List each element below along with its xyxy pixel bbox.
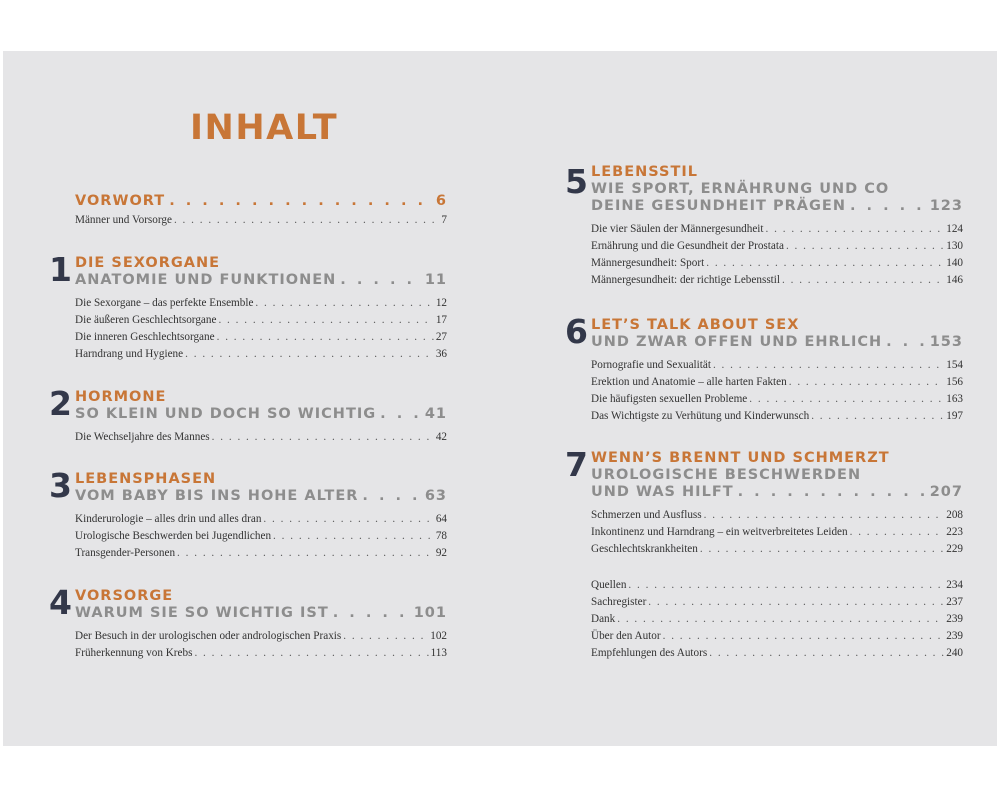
- dot-leader: [706, 255, 944, 272]
- dot-leader: [663, 628, 945, 645]
- dot-leader: [766, 221, 945, 238]
- toc-entry[interactable]: [75, 545, 447, 562]
- toc-entry[interactable]: [591, 374, 963, 391]
- entry-page: 27: [435, 331, 447, 343]
- entry-page: 92: [435, 547, 447, 559]
- dot-leader: [194, 645, 428, 662]
- entry-page: 154: [946, 359, 963, 371]
- chapter-subtitle[interactable]: [591, 198, 963, 215]
- chapter-3: [49, 466, 447, 562]
- chapter-7: [565, 445, 963, 558]
- toc-entry[interactable]: [591, 628, 963, 645]
- dot-leader: [185, 346, 434, 363]
- entry-title: Dank: [591, 613, 616, 625]
- chapter-title[interactable]: DIE SEXORGANE: [75, 255, 221, 271]
- entry-title: Pornografie und Sexualität: [591, 359, 711, 371]
- chapter-page: 207: [929, 484, 963, 500]
- subtitle-text: UND ZWAR OFFEN UND EHRLICH: [591, 334, 883, 350]
- toc-entry[interactable]: [591, 507, 963, 524]
- chapter-page: 123: [929, 198, 963, 214]
- chapter-page: 101: [413, 605, 447, 621]
- chapter-number: 7: [565, 445, 588, 484]
- toc-entry[interactable]: [591, 238, 963, 255]
- entry-page: 36: [435, 348, 447, 360]
- chapter-subtitle[interactable]: [75, 488, 447, 505]
- foreword-section: [75, 193, 447, 229]
- entry-title: Die Wechseljahre des Mannes: [75, 431, 210, 443]
- dot-leader: [340, 272, 421, 289]
- dot-leader: [713, 357, 944, 374]
- chapter-title[interactable]: VORSORGE: [75, 588, 174, 604]
- entry-page: 113: [430, 647, 447, 659]
- chapter-page: 153: [929, 334, 963, 350]
- entry-page: 140: [946, 257, 963, 269]
- entry-page: 78: [435, 530, 447, 542]
- entry-page: 163: [946, 393, 963, 405]
- entry-title: Über den Autor: [591, 630, 661, 642]
- toc-entry[interactable]: [591, 611, 963, 628]
- entry-page: 102: [430, 630, 447, 642]
- dot-leader: [212, 429, 434, 446]
- entry-page: 156: [946, 376, 963, 388]
- entry-title: Inkontinenz und Harndrang – ein weitverbreitetes Leiden: [591, 526, 848, 538]
- entry-title: Männergesundheit: der richtige Lebensstil: [591, 274, 780, 286]
- entry-title: Der Besuch in der urologischen oder andrologischen Praxis: [75, 630, 342, 642]
- toc-entry[interactable]: [591, 577, 963, 594]
- entry-title: Die äußeren Geschlechtsorgane: [75, 314, 217, 326]
- entry-page: 124: [946, 223, 963, 235]
- chapter-4: [49, 583, 447, 662]
- chapter-title[interactable]: LEBENSSTIL: [591, 164, 698, 180]
- dot-leader: [174, 212, 439, 229]
- toc-entry[interactable]: [75, 212, 447, 229]
- entry-title: Urologische Beschwerden bei Jugendlichen: [75, 530, 272, 542]
- chapter-number: 6: [565, 312, 588, 351]
- toc-entry[interactable]: [591, 524, 963, 541]
- chapter-1: [49, 250, 447, 363]
- toc-entry[interactable]: [75, 511, 447, 528]
- dot-leader: [789, 374, 944, 391]
- toc-entry[interactable]: [591, 391, 963, 408]
- toc-entry[interactable]: [75, 645, 447, 662]
- toc-entry[interactable]: [75, 312, 447, 329]
- entry-title: Erektion und Anatomie – alle harten Fakten: [591, 376, 787, 388]
- chapter-page: 63: [424, 488, 447, 504]
- dot-leader: [362, 488, 420, 505]
- toc-entry[interactable]: [591, 645, 963, 662]
- entry-title: Das Wichtigste zu Verhütung und Kinderwunsch: [591, 410, 810, 422]
- dot-leader: [704, 507, 945, 524]
- entry-title: Die inneren Geschlechtsorgane: [75, 331, 215, 343]
- chapter-page: 41: [424, 406, 447, 422]
- toc-entry[interactable]: [591, 541, 963, 558]
- toc-entry[interactable]: [591, 272, 963, 289]
- chapter-number: 4: [49, 583, 72, 622]
- toc-entry[interactable]: [75, 628, 447, 645]
- chapter-title[interactable]: WENN’S BRENNT UND SCHMERZT: [591, 450, 890, 466]
- chapter-subtitle-line[interactable]: WIE SPORT, ERNÄHRUNG UND CO: [591, 181, 890, 197]
- chapter-subtitle[interactable]: [591, 334, 963, 351]
- foreword-page: 6: [435, 193, 447, 209]
- entry-title: Früherkennung von Krebs: [75, 647, 193, 659]
- toc-entry[interactable]: [591, 408, 963, 425]
- toc-entry[interactable]: [75, 528, 447, 545]
- subtitle-text: VOM BABY BIS INS HOHE ALTER: [75, 488, 359, 504]
- dot-leader: [177, 545, 434, 562]
- entry-title: Die vier Säulen der Männergesundheit: [591, 223, 764, 235]
- chapter-number: 3: [49, 466, 72, 505]
- subtitle-text: ANATOMIE UND FUNKTIONEN: [75, 272, 337, 288]
- entry-title: Harndrang und Hygiene: [75, 348, 184, 360]
- entry-title: Transgender-Personen: [75, 547, 176, 559]
- chapter-subtitle[interactable]: [591, 484, 963, 501]
- dot-leader: [628, 577, 944, 594]
- subtitle-text: UND WAS HILFT: [591, 484, 734, 500]
- entry-page: 208: [946, 509, 963, 521]
- dot-leader: [648, 594, 944, 611]
- entry-title: Die Sexorgane – das perfekte Ensemble: [75, 297, 254, 309]
- chapter-2: [49, 384, 447, 446]
- chapter-subtitle-line[interactable]: UROLOGISCHE BESCHWERDEN: [591, 467, 862, 483]
- dot-leader: [263, 511, 433, 528]
- dot-leader: [850, 524, 945, 541]
- entry-page: 239: [946, 613, 963, 625]
- foreword-heading[interactable]: [75, 193, 447, 210]
- toc-entry[interactable]: [591, 594, 963, 611]
- entry-page: 64: [435, 513, 447, 525]
- dot-leader: [255, 295, 433, 312]
- entry-page: 223: [946, 526, 963, 538]
- toc-entry[interactable]: [75, 346, 447, 363]
- dot-leader: [886, 334, 926, 351]
- chapter-subtitle[interactable]: [75, 605, 447, 622]
- dot-leader: [782, 272, 944, 289]
- toc-entry[interactable]: [591, 255, 963, 272]
- entry-title: Männer und Vorsorge: [75, 214, 172, 226]
- entry-page: 12: [435, 297, 447, 309]
- entry-page: 234: [946, 579, 963, 591]
- entry-title: Sachregister: [591, 596, 647, 608]
- entry-title: Quellen: [591, 579, 627, 591]
- chapter-title[interactable]: LET’S TALK ABOUT SEX: [591, 317, 800, 333]
- dot-leader: [169, 193, 432, 210]
- dot-leader: [217, 329, 434, 346]
- chapter-number: 1: [49, 250, 72, 289]
- dot-leader: [749, 391, 944, 408]
- toc-entry[interactable]: [75, 429, 447, 446]
- toc-entry[interactable]: [75, 295, 447, 312]
- entry-title: Empfehlungen des Autors: [591, 647, 708, 659]
- chapter-5: [565, 162, 963, 289]
- dot-leader: [786, 238, 944, 255]
- chapter-title[interactable]: HORMONE: [75, 389, 167, 405]
- dot-leader: [850, 198, 926, 215]
- entry-title: Männergesundheit: Sport: [591, 257, 705, 269]
- entry-page: 240: [946, 647, 963, 659]
- subtitle-text: SO KLEIN UND DOCH SO WICHTIG: [75, 406, 377, 422]
- entry-title: Geschlechtskrankheiten: [591, 543, 698, 555]
- chapter-6: [565, 312, 963, 425]
- dot-leader: [218, 312, 433, 329]
- dot-leader: [617, 611, 944, 628]
- entry-title: Schmerzen und Ausfluss: [591, 509, 702, 521]
- foreword-label: VORWORT: [75, 193, 166, 209]
- entry-page: 197: [946, 410, 963, 422]
- entry-page: 237: [946, 596, 963, 608]
- subtitle-text: WARUM SIE SO WICHTIG IST: [75, 605, 329, 621]
- chapter-number: 2: [49, 384, 72, 423]
- toc-entry[interactable]: [591, 357, 963, 374]
- entry-page: 17: [435, 314, 447, 326]
- toc-entry[interactable]: [75, 329, 447, 346]
- entry-title: Die häufigsten sexuellen Probleme: [591, 393, 748, 405]
- entry-page: 239: [946, 630, 963, 642]
- entry-page: 130: [946, 240, 963, 252]
- chapter-number: 5: [565, 162, 588, 201]
- entry-title: Ernährung und die Gesundheit der Prostata: [591, 240, 784, 252]
- chapter-title[interactable]: LEBENSPHASEN: [75, 471, 217, 487]
- entry-page: 146: [946, 274, 963, 286]
- appendix-section: [591, 577, 963, 662]
- toc-entry[interactable]: [591, 221, 963, 238]
- entry-title: Kinderurologie – alles drin und alles dran: [75, 513, 262, 525]
- dot-leader: [343, 628, 428, 645]
- chapter-page: 11: [424, 272, 447, 288]
- entry-page: 42: [435, 431, 447, 443]
- dot-leader: [273, 528, 434, 545]
- chapter-subtitle[interactable]: [75, 406, 447, 423]
- dot-leader: [811, 408, 944, 425]
- dot-leader: [333, 605, 410, 622]
- dot-leader: [709, 645, 944, 662]
- chapter-subtitle[interactable]: [75, 272, 447, 289]
- entry-page: 229: [946, 543, 963, 555]
- dot-leader: [380, 406, 421, 423]
- page-title: INHALT: [190, 108, 339, 148]
- entry-page: 7: [441, 214, 447, 226]
- subtitle-text: DEINE GESUNDHEIT PRÄGEN: [591, 198, 846, 214]
- dot-leader: [700, 541, 944, 558]
- dot-leader: [738, 484, 926, 501]
